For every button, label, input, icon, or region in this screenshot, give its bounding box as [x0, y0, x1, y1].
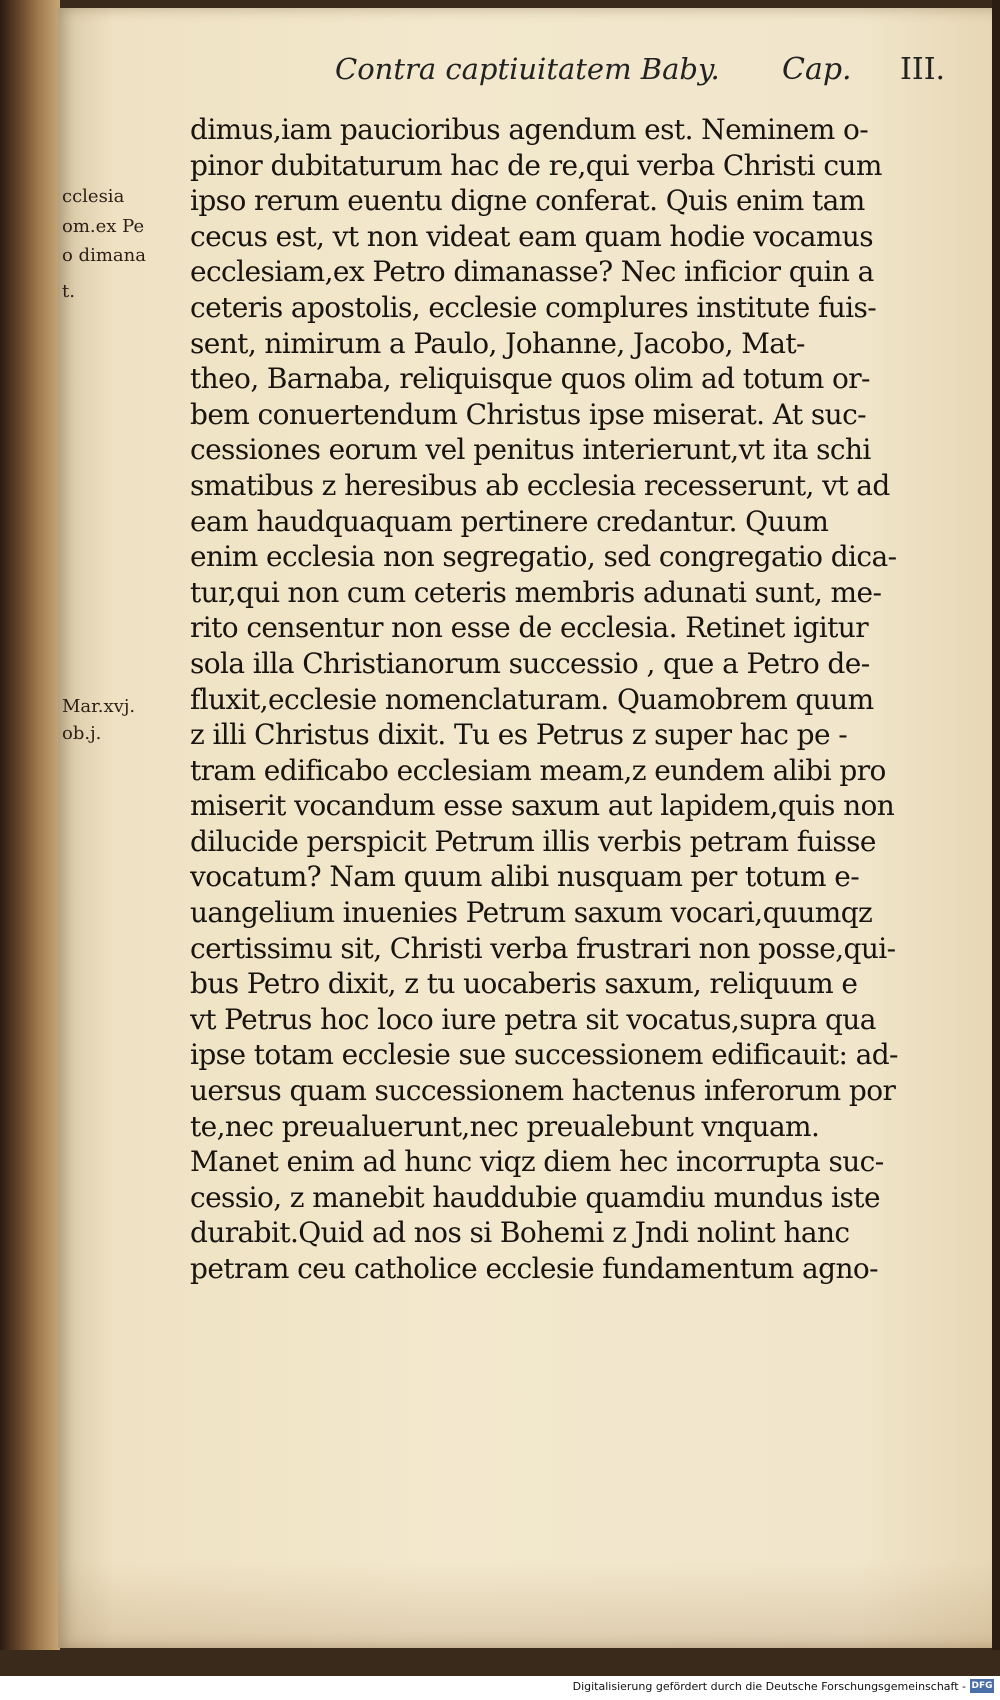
running-header — [0, 52, 1000, 92]
book-binding — [0, 0, 60, 1650]
text-line: theo, Barnaba, reliquisque quos olim ad totum or- — [190, 362, 870, 396]
text-line: sent, nimirum a Paulo, Johanne, Jacobo, Mat- — [190, 326, 805, 360]
text-line: smatibus z heresibus ab ecclesia recesserunt, vt ad — [190, 468, 890, 502]
text-line: enim ecclesia non segregatio, sed congregatio dica- — [190, 540, 897, 574]
header-chapter-label: Cap. — [782, 52, 852, 87]
right-edge — [992, 0, 1000, 1650]
text-line: certissimu sit, Christi verba frustrari non posse,qui- — [190, 931, 896, 965]
text-line: fluxit,ecclesie nomenclaturam. Quamobrem quum — [190, 682, 874, 716]
text-line: miserit vocandum esse saxum aut lapidem,quis non — [190, 789, 895, 823]
text-line: sola illa Christianorum successio , que a Petro de- — [190, 646, 870, 680]
text-line: vocatum? Nam quum alibi nusquam per totum e- — [190, 860, 860, 894]
text-line: eam haudquaquam pertinere credantur. Quum — [190, 504, 829, 538]
header-chapter-number: III. — [900, 52, 946, 87]
text-line: te,nec preualuerunt,nec preualebunt vnquam. — [190, 1109, 820, 1143]
text-line: cessiones eorum vel penitus interierunt,vt ita schi — [190, 433, 871, 467]
marginal-note: cclesia — [62, 186, 125, 207]
text-line: uangelium inuenies Petrum saxum vocari,quumqz — [190, 896, 873, 930]
digitization-credit: Digitalisierung gefördert durch die Deutsche Forschungsgemeinschaft - — [572, 1680, 966, 1693]
marginal-note: Mar.xvj. — [62, 696, 136, 717]
text-line: uersus quam successionem hactenus inferorum por — [190, 1074, 896, 1108]
marginal-note: ob.j. — [62, 723, 102, 744]
marginal-note: om.ex Pe — [62, 216, 145, 237]
text-line: cecus est, vt non videat eam quam hodie vocamus — [190, 219, 873, 253]
text-line: bem conuertendum Christus ipse miserat. At suc- — [190, 397, 867, 431]
text-line: pinor dubitaturum hac de re,qui verba Christi cum — [190, 148, 882, 182]
text-line: vt Petrus hoc loco iure petra sit vocatus,supra qua — [190, 1002, 876, 1036]
page-bottom-shade — [58, 1560, 1000, 1648]
dfg-logo: DFG — [971, 1681, 993, 1691]
text-line: Manet enim ad hunc viqz diem hec incorrupta suc- — [190, 1145, 884, 1179]
text-line: petram ceu catholice ecclesie fundamentum agno- — [190, 1252, 879, 1285]
text-line: bus Petro dixit, z tu uocaberis saxum, reliquum e — [190, 967, 858, 1001]
marginal-note: o dimana — [62, 245, 146, 266]
text-line: tur,qui non cum ceteris membris adunati sunt, me- — [190, 575, 882, 609]
text-line: ecclesiam,ex Petro dimanasse? Nec inficior quin a — [190, 255, 874, 289]
text-line: ceteris apostolis, ecclesie complures institute fuis- — [190, 290, 877, 324]
text-line: tram edificabo ecclesiam meam,z eundem alibi pro — [190, 753, 886, 787]
text-line: dilucide perspicit Petrum illis verbis petram fuisse — [190, 824, 876, 858]
text-line: z illi Christus dixit. Tu es Petrus z super hac pe - — [190, 718, 848, 752]
text-line: dimus,iam paucioribus agendum est. Neminem o- — [190, 113, 869, 146]
text-line: cessio, z manebit hauddubie quamdiu mundus iste — [190, 1180, 880, 1214]
text-line: ipso rerum euentu digne conferat. Quis enim tam — [190, 184, 865, 218]
text-line: rito censentur non esse de ecclesia. Retinet igitur — [190, 611, 868, 645]
marginal-note: t. — [62, 281, 75, 302]
body-text — [190, 112, 960, 1287]
text-line: ipse totam ecclesie sue successionem edificauit: ad- — [190, 1038, 898, 1072]
header-title: Contra captiuitatem Baby. — [335, 52, 720, 86]
text-line: durabit.Quid ad nos si Bohemi z Jndi nolint hanc — [190, 1216, 850, 1250]
